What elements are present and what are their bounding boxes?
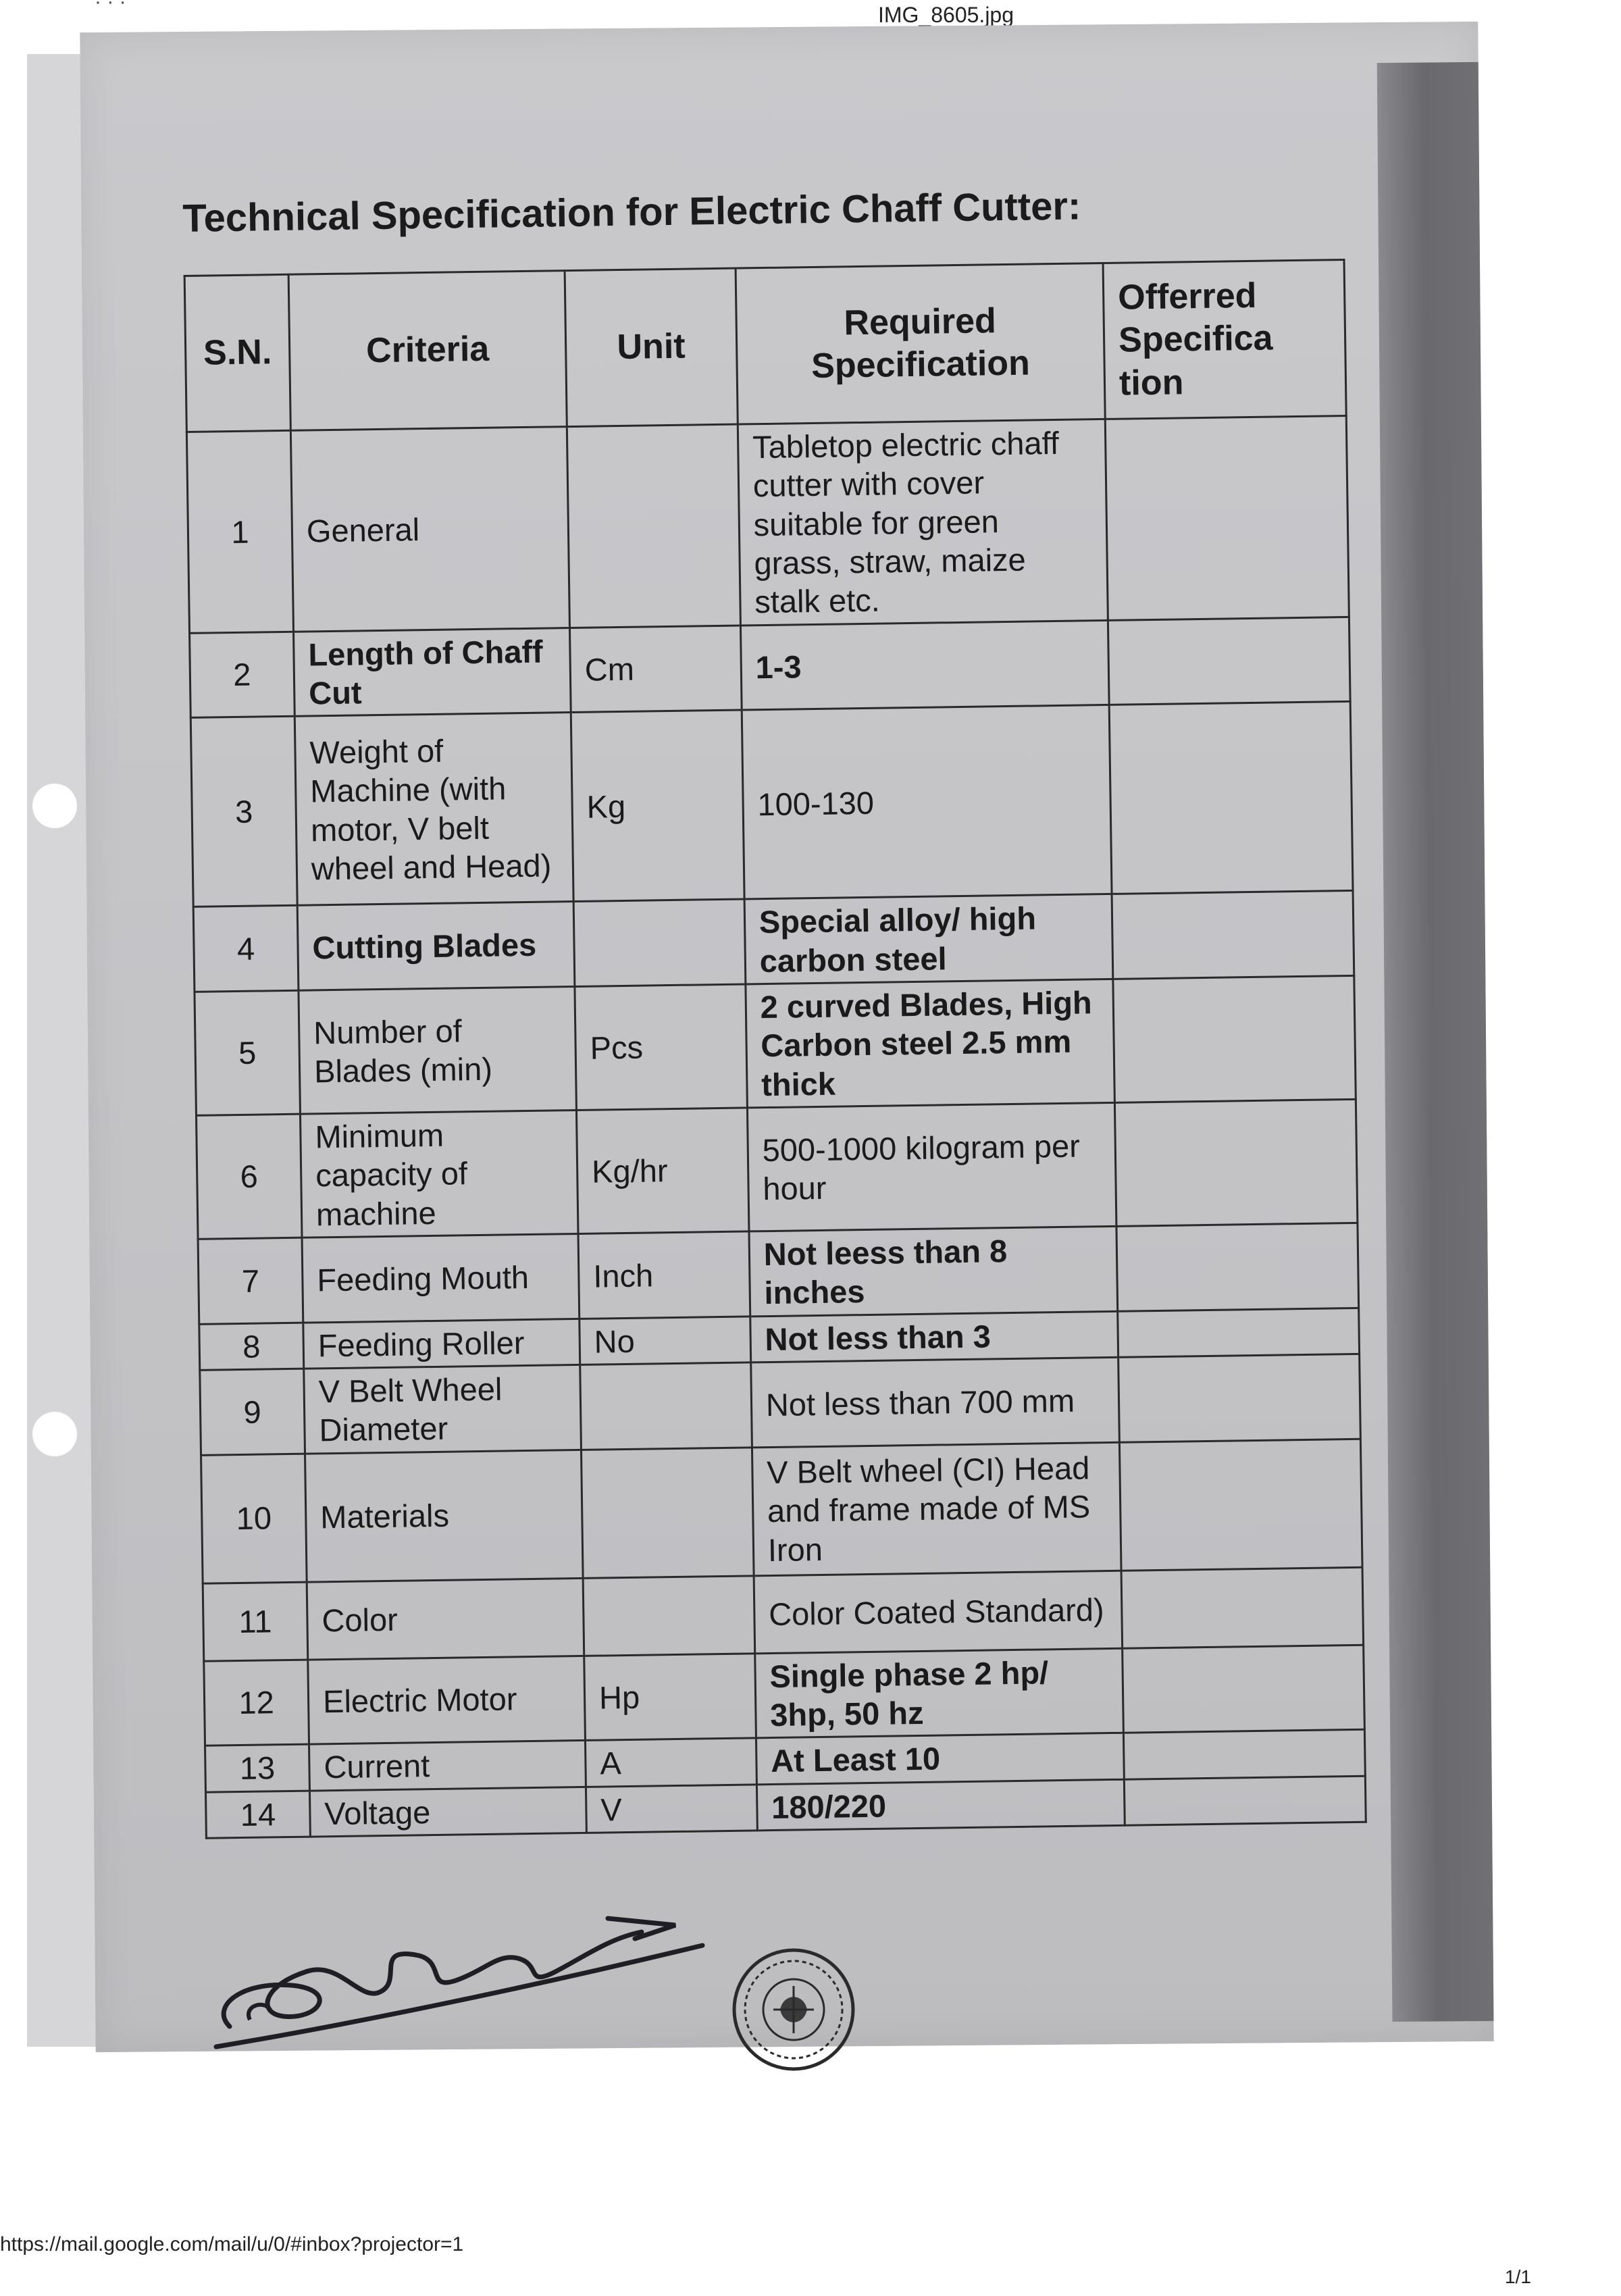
row-unit: Hp [584, 1653, 756, 1740]
row-criteria: Cutting Blades [297, 902, 575, 990]
row-required-spec: Not leess than 8 inches [749, 1226, 1118, 1316]
table-row [198, 1223, 1359, 1324]
row-unit: V [586, 1784, 757, 1833]
table-row [193, 891, 1354, 992]
row-criteria: Number of Blades (min) [299, 986, 576, 1114]
row-sn: 7 [198, 1238, 303, 1324]
row-sn: 3 [190, 717, 297, 907]
row-sn: 14 [205, 1791, 310, 1838]
table-row [190, 702, 1353, 907]
row-criteria: V Belt Wheel Diameter [304, 1364, 582, 1453]
row-sn: 8 [199, 1323, 304, 1370]
row-sn: 2 [190, 632, 295, 718]
row-criteria: Voltage [309, 1787, 586, 1837]
row-offered-spec [1119, 1439, 1362, 1571]
row-unit [573, 899, 746, 986]
header-fragment: · · · [95, 0, 126, 13]
row-offered-spec [1113, 975, 1356, 1102]
row-offered-spec [1118, 1354, 1361, 1442]
seal-icon [729, 1945, 858, 2074]
row-required-spec: 180/220 [756, 1779, 1125, 1831]
row-offered-spec [1116, 1223, 1359, 1311]
column-header-sn: S.N. [184, 274, 290, 432]
row-offered-spec [1123, 1645, 1365, 1733]
row-unit: Pcs [575, 984, 747, 1110]
row-criteria: Electric Motor [308, 1656, 586, 1744]
row-required-spec: Not less than 3 [750, 1311, 1118, 1362]
row-required-spec: Tabletop electric chaff cutter with cover suitable for green grass, straw, maize stalk etc. [738, 419, 1108, 625]
punch-hole-icon [32, 784, 77, 828]
table-row [200, 1354, 1361, 1455]
row-sn: 9 [200, 1369, 305, 1455]
row-sn: 5 [195, 990, 301, 1115]
row-offered-spec [1124, 1776, 1366, 1825]
punch-hole-icon [32, 1412, 77, 1456]
row-required-spec: Special alloy/ high carbon steel [744, 894, 1113, 984]
row-offered-spec [1123, 1730, 1365, 1779]
row-sn: 6 [197, 1114, 303, 1239]
column-header-offered: Offerred Specifica tion [1103, 259, 1346, 419]
row-criteria: Feeding Mouth [302, 1233, 580, 1322]
row-offered-spec [1114, 1099, 1357, 1226]
row-required-spec: V Belt wheel (CI) Head and frame made of MS Iron [752, 1442, 1121, 1576]
row-criteria: Feeding Roller [303, 1319, 580, 1369]
page-number: 1/1 [1505, 2266, 1531, 2287]
row-criteria: Length of Chaff Cut [294, 628, 571, 716]
row-unit: A [585, 1738, 756, 1787]
row-criteria: General [290, 427, 569, 632]
document-body [182, 180, 1374, 1839]
row-unit [567, 424, 740, 628]
row-unit [583, 1575, 754, 1656]
row-criteria: Materials [305, 1450, 584, 1582]
row-unit [580, 1362, 752, 1450]
signature-icon [203, 1891, 716, 2053]
row-required-spec: 1-3 [740, 620, 1109, 710]
table-row [201, 1439, 1362, 1583]
row-criteria: Current [309, 1741, 586, 1791]
scan-shadow-edge [1377, 62, 1494, 2022]
column-header-criteria: Criteria [288, 271, 567, 431]
row-criteria: Minimum capacity of machine [300, 1110, 577, 1238]
row-offered-spec [1121, 1567, 1364, 1648]
row-offered-spec [1109, 702, 1353, 894]
row-unit: Cm [569, 626, 742, 713]
row-sn: 13 [205, 1744, 310, 1791]
row-sn: 4 [193, 906, 299, 992]
row-sn: 10 [201, 1454, 307, 1583]
table-body [186, 415, 1366, 1838]
row-required-spec: Color Coated Standard) [754, 1571, 1123, 1654]
footer-url: https://mail.google.com/mail/u/0/#inbox?projector=1 [0, 2233, 464, 2255]
column-header-required: Required Specification [736, 263, 1105, 424]
row-required-spec: At Least 10 [756, 1733, 1124, 1784]
document-title: Technical Specification for Electric Chaff Cutter: [182, 184, 1081, 240]
table-row [190, 617, 1351, 718]
spec-table [184, 259, 1367, 1839]
row-criteria: Weight of Machine (with motor, V belt wheel and Head) [294, 713, 573, 906]
table-row [204, 1645, 1365, 1746]
row-offered-spec [1108, 617, 1350, 705]
table-row [195, 975, 1356, 1115]
row-offered-spec [1105, 415, 1349, 620]
table-header-row [184, 259, 1346, 432]
row-required-spec: 100-130 [742, 705, 1112, 900]
print-filename: IMG_8605.jpg [878, 3, 1014, 27]
row-unit: Kg/hr [576, 1108, 748, 1233]
row-required-spec: Single phase 2 hp/ 3hp, 50 hz [755, 1648, 1124, 1738]
row-criteria: Color [307, 1578, 584, 1660]
row-unit: No [580, 1317, 751, 1365]
row-required-spec: 500-1000 kilogram per hour [747, 1102, 1116, 1231]
row-offered-spec [1118, 1308, 1360, 1357]
row-required-spec: 2 curved Blades, High Carbon steel 2.5 mm thick [746, 979, 1115, 1108]
row-unit [581, 1447, 753, 1578]
row-sn: 12 [204, 1660, 309, 1746]
row-sn: 11 [203, 1582, 308, 1661]
row-unit: Inch [578, 1231, 750, 1319]
column-header-unit: Unit [565, 268, 738, 427]
table-row [186, 415, 1349, 633]
table-row [197, 1099, 1358, 1239]
row-offered-spec [1112, 891, 1354, 979]
row-sn: 1 [186, 430, 293, 633]
row-unit: Kg [571, 710, 744, 902]
row-required-spec: Not less than 700 mm [751, 1357, 1120, 1447]
